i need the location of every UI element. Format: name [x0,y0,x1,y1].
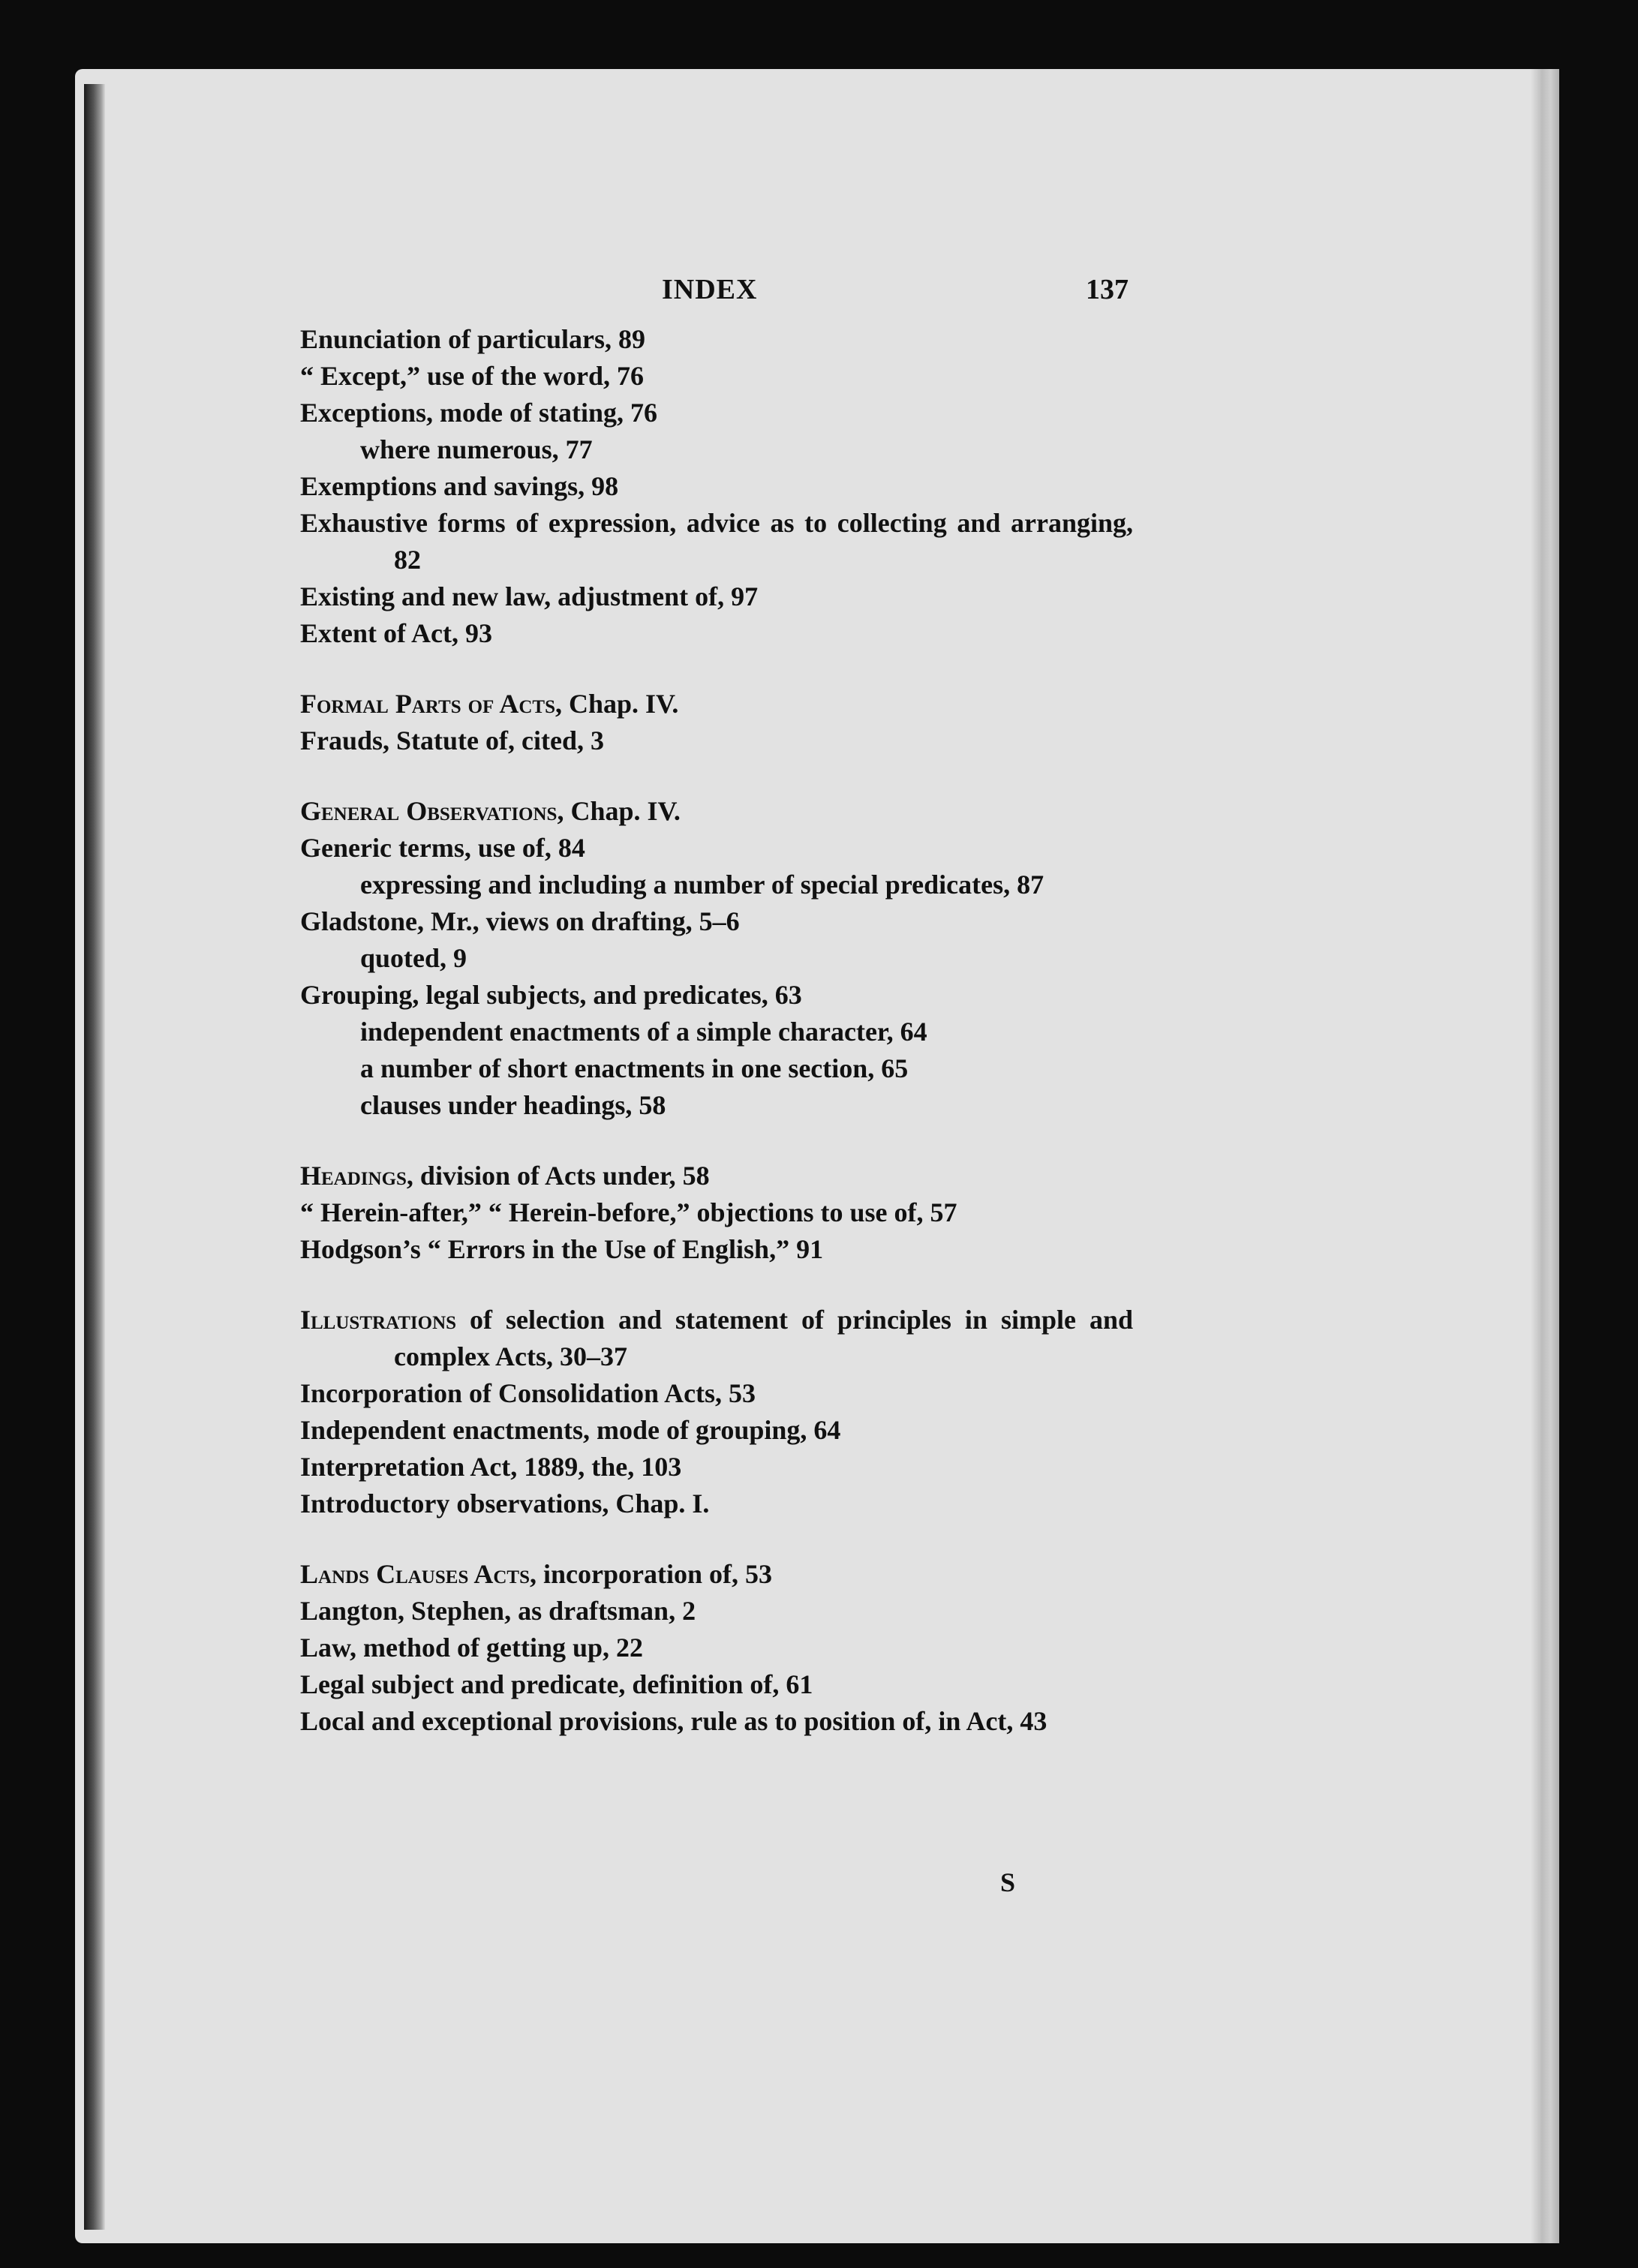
index-subentry [300,1014,1133,1050]
index-heading-text: Headings [300,1161,407,1191]
index-entry [300,793,1133,830]
index-subentry [300,867,1133,903]
index-entry-text: Gladstone, Mr., views on drafting, 5–6 [300,906,740,936]
index-entry [300,1630,1133,1666]
printer-signature-mark: S [1000,1867,1016,1897]
index-heading-text: Formal Parts of Acts [300,689,555,719]
index-entry [300,1194,1133,1231]
index-entry [300,468,1133,505]
index-subentry [300,431,1133,468]
index-entry [300,1556,1133,1593]
index-entry [300,1485,1133,1522]
letter-group-gap [300,759,1133,793]
index-entry [300,722,1133,759]
index-entry [300,1703,1133,1740]
letter-group-gap [300,1522,1133,1556]
index-entry [300,395,1133,431]
book-binding-shadow [84,84,105,2230]
page-edge-shadow [1531,69,1559,2243]
index-entry-text: quoted, 9 [360,943,467,973]
index-entry [300,977,1133,1014]
index-entry-text: Extent of Act, 93 [300,618,492,648]
index-entry-text: “ Herein-after,” “ Herein-before,” objections to use of, 57 [300,1197,957,1227]
index-entry-text: of selection and statement of principles in simple and complex Acts, 30–37 [394,1305,1133,1371]
index-entry [300,686,1133,722]
index-entry-text: Legal subject and predicate, definition of, 61 [300,1669,813,1699]
index-entry-text: Interpretation Act, 1889, the, 103 [300,1452,682,1482]
index-entry [300,1302,1133,1375]
running-head [300,272,1133,321]
index-heading-text: Illustrations [300,1305,457,1335]
index-entry [300,358,1133,395]
index-entry-text: Incorporation of Consolidation Acts, 53 [300,1378,756,1408]
index-entry-text: Law, method of getting up, 22 [300,1633,644,1663]
index-entry-text: , Chap. IV. [557,796,681,826]
index-entry-text: Frauds, Statute of, cited, 3 [300,725,604,755]
index-entry [300,1412,1133,1449]
index-entry [300,1666,1133,1703]
letter-group-gap [300,1268,1133,1302]
index-entry-text: Enunciation of particulars, 89 [300,324,646,354]
index-entry-text: where numerous, 77 [360,434,593,464]
index-subentry [300,1050,1133,1087]
index-entry-text: Hodgson’s “ Errors in the Use of English,” 91 [300,1234,824,1264]
page-number: 137 [1086,274,1129,305]
index-entry-text: Independent enactments, mode of grouping, 64 [300,1415,841,1445]
index-heading-text: Lands Clauses Acts [300,1559,530,1589]
index-entry-text: , Chap. IV. [555,689,679,719]
index-entry [300,830,1133,867]
index-entry-text: , incorporation of, 53 [530,1559,772,1589]
index-entry [300,505,1133,578]
index-entry-text: , division of Acts under, 58 [406,1161,710,1191]
index-entry [300,321,1133,358]
index-entry-text: Existing and new law, adjustment of, 97 [300,581,759,611]
index-entry [300,1231,1133,1268]
index-entry-text: Introductory observations, Chap. I. [300,1488,710,1519]
index-heading-text: General Observations [300,796,558,826]
index-entry-text: Exceptions, mode of stating, 76 [300,398,657,428]
index-entry-text: Generic terms, use of, 84 [300,833,585,863]
index-entry [300,578,1133,615]
index-entry [300,1449,1133,1485]
index-entry-text: “ Except,” use of the word, 76 [300,361,644,391]
index-entry [300,1375,1133,1412]
index-entry-text: independent enactments of a simple character, 64 [360,1017,927,1047]
index-text-block [300,272,1133,1740]
index-entry-text: a number of short enactments in one section, 65 [360,1053,909,1083]
index-entries-list [300,321,1133,1740]
index-entry-text: Langton, Stephen, as draftsman, 2 [300,1596,696,1626]
letter-group-gap [300,652,1133,686]
index-subentry [300,940,1133,977]
index-entry [300,1158,1133,1194]
index-entry-text: expressing and including a number of special predicates, 87 [360,870,1044,900]
index-entry-text: Grouping, legal subjects, and predicates, 63 [300,980,802,1010]
index-entry [300,903,1133,940]
index-entry-text: clauses under headings, 58 [360,1090,666,1120]
running-head-title: INDEX [662,274,758,305]
index-subentry [300,1087,1133,1124]
index-entry-text: Exhaustive forms of expression, advice as to collecting and arranging, 82 [300,508,1133,575]
index-entry-text: Local and exceptional provisions, rule as to position of, in Act, 43 [300,1706,1047,1736]
index-entry [300,615,1133,652]
letter-group-gap [300,1124,1133,1158]
index-entry [300,1593,1133,1630]
index-entry-text: Exemptions and savings, 98 [300,471,619,501]
